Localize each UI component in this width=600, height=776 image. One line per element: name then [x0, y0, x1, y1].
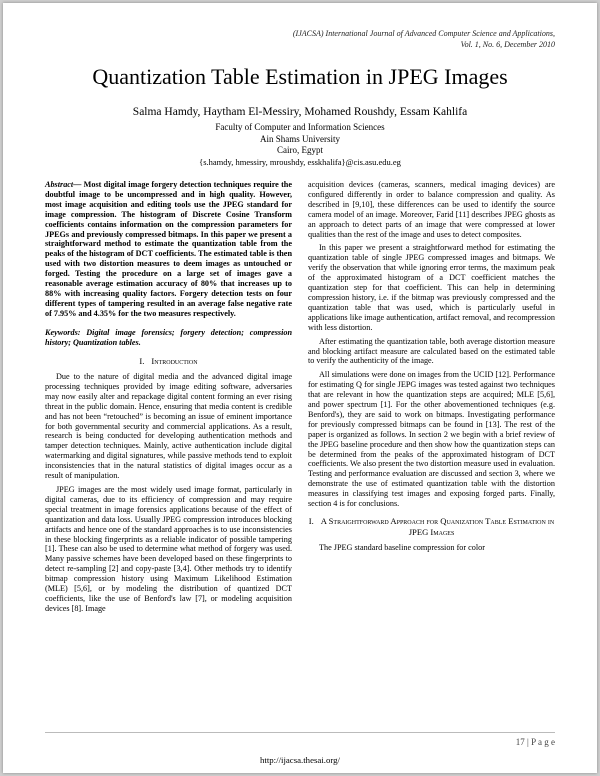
paragraph: In this paper we present a straightforward method for estimating the quantization table of single JPEG compressed images and bitmaps. We verify the observation that while ignoring error terms, the maximum peak of the approximated histogram of a DCT coefficient matches the quantization step for that coefficient. This can help in determining compression history, i.e. if the bitmap was previously compressed and the quantization table that was used, which is particularly useful in applications like image authentication, artifact removal, and recompression with less distortion.: [308, 243, 555, 332]
section-number: I.: [139, 355, 145, 366]
keywords-text: Digital image forensics; forgery detection; compression history; Quantization tables.: [45, 327, 292, 347]
authors-line: Salma Hamdy, Haytham El-Messiry, Mohamed Roushdy, Essam Kahlifa: [132, 106, 468, 118]
journal-header-line1: (IJACSA) International Journal of Advanced Computer Science and Applications,: [292, 29, 555, 38]
keywords-label: Keywords:: [45, 327, 87, 337]
left-column: [45, 180, 292, 618]
page-number: 17 | P a g e: [515, 737, 555, 747]
section-heading-introduction: [45, 356, 292, 367]
two-column-body: [45, 180, 555, 618]
paper-page: [3, 3, 597, 773]
journal-url: http://ijacsa.thesai.org/: [260, 755, 340, 765]
affiliation-university: Ain Shams University: [260, 133, 340, 144]
journal-header-line2: Vol. 1, No. 6, December 2010: [460, 39, 555, 49]
paper-title: Quantization Table Estimation in JPEG Images: [92, 64, 508, 89]
journal-header: [45, 29, 555, 50]
paragraph: Due to the nature of digital media and the advanced digital image processing techniques provided by image editing software, adversaries may now easily alter and repackage digital content forming an ever rising threat in the public domain. Hence, ensuring that media content is credible and has not been “retouched” is becoming an issue of eminent importance for both governmental security and commercial applications. As a result, research is being conducted for developing authentication methods and tamper detection techniques. Mainly, active authentication include digital watermarking and digital signatures, while passive methods tend to exploit inconsistencies that in the natural statistics of digital images occur as a result of manipulation.: [45, 372, 292, 481]
section-title: Introduction: [151, 355, 198, 366]
affiliation-email: {s.hamdy, hmessiry, mroushdy, esskhalifa}@cis.asu.edu.eg: [199, 156, 401, 167]
keywords: [45, 328, 292, 348]
abstract-text: Most digital image forgery detection techniques require the doubtful image to be uncompressed and in high quality. However, most image acquisition and editing tools use the JPEG standard for image compression. The histogram of Discrete Cosine Transform coefficients contains information on the compression parameters for JPEGs and previously compressed bitmaps. In this paper we present a straightforward method to estimate the quantization table from the peaks of the histogram of DCT coefficients. The estimated table is then used with two distortion measures to deem images as untouched or forged. Testing the procedure on a large set of images gave a reasonable average estimation accuracy of 80% that increases up to 88% with increasing quality factors. Forgery detection tests on four different types of tampering resulted in an average false negative rate of 7.95% and 4.35% for the two measures respectively.: [45, 180, 292, 318]
paragraph: acquisition devices (cameras, scanners, medical imaging devices) are configured differently in order to balance compression and quality. As described in [9,10], these differences can be used to identify the source camera model of an image. Moreover, Farid [11] describes JPEG ghosts as an approach to detect parts of an image that were compressed at lower qualities than the rest of the image and uses to detect composites.: [308, 180, 555, 239]
paragraph: After estimating the quantization table, both average distortion measure and blocking artifact measure are calculated based on the estimated table to verify the authenticity of the image.: [308, 336, 555, 366]
right-column: [308, 180, 555, 618]
affiliation-city: Cairo, Egypt: [277, 145, 323, 155]
paragraph: All simulations were done on images from the UCID [12]. Performance for estimating Q for single JEPG images was tested against two techniques that are relevant in how the quantization steps are acquired; MLE [5,6], and power spectrum [1]. For the other abovementioned techniques (e.g. Benford's), they are said to work on bitmaps. Investigating performance for previously compressed bitmaps can be found in [13]. The rest of the paper is organized as follows. In section 2 we begin with a brief review of the JPEG baseline procedure and then show how the quantization steps can be determined from the peaks of the approximated histogram of DCT coefficients. We also present the two distortion measure used in evaluation. Testing and performance evaluation are discussed and section 3, where we demonstrate the use of estimated quantization table with the distortion measures in classifying test images and exposing forged parts. Finally, section 4 is for conclusions.: [308, 370, 555, 509]
section-title: A Straightforward Approach for Quanization Table Estimation in JPEG Images: [320, 516, 555, 537]
abstract-label: Abstract—: [45, 180, 84, 189]
section-heading-approach: [308, 516, 555, 537]
footer-divider: [45, 732, 555, 733]
section-number: I.: [308, 516, 314, 526]
abstract: [45, 180, 292, 319]
affiliation-block: [45, 122, 555, 168]
paragraph: JPEG images are the most widely used image format, particularly in digital cameras, due to its efficiency of compression and may require special treatment in image forensics applications because of the effect of quantization and data loss. Usually JPEG compression introduces blocking artifacts and hence one of the standard approaches is to use inconsistencies in these blocking fingerprints as a reliable indicator of possible tampering [1]. These can also be used to determine what method of forgery was used. Many passive schemes have been developed based on these fingerprints to detect re-sampling [2] and copy-paste [3,4]. Other methods try to identify bitmap compression history using Maximum Likelihood Estimation (MLE) [5,6], or by modeling the distribution of quantized DCT coefficients, like the use of Benford's law [7], or modeling acquisition devices [8]. Image: [45, 484, 292, 613]
affiliation-department: Faculty of Computer and Information Sciences: [215, 122, 385, 132]
paragraph: The JPEG standard baseline compression for color: [319, 543, 485, 552]
